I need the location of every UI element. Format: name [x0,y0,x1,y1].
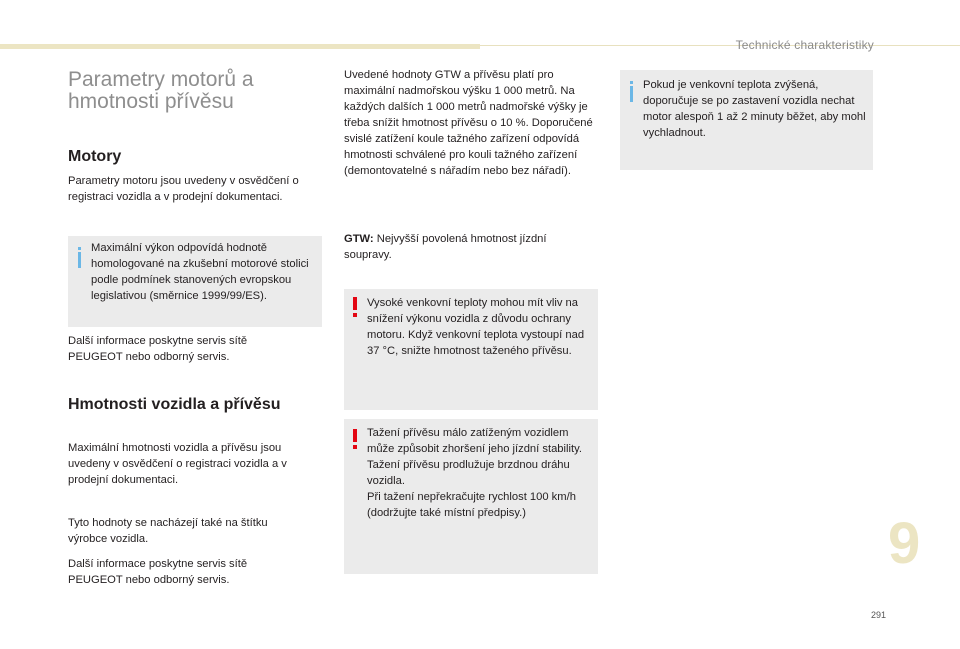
info-icon [78,252,81,268]
header-rule [480,45,960,46]
info-box-max-power [68,236,322,327]
gtw-definition-text: Nejvyšší povolená hmotnost jízdní soupravy. [344,233,547,261]
warning-box-temperature [344,289,598,410]
running-title: Technické charakteristiky [735,38,874,52]
servis-text-1: Další informace poskytne servis sítě PEUGEOT nebo odborný servis. [68,335,248,363]
warning-box-2-line1: Tažení přívěsu málo zatíženým vozidlem může způsobit zhoršení jeho jízdní stability. [367,427,582,455]
warning-box-1-text: Vysoké venkovní teploty mohou mít vliv na snížení výkonu vozidla z důvodu ochrany motoru. Když venkovní teplota vystoupí nad 37 °C, snižte hmotnost taženého přívěsu. [367,297,585,357]
page-number: 291 [870,610,886,620]
info-box-right-text: Pokud je venkovní teplota zvýšená, doporučuje se po zastavení vozidla nechat motor alespoň 1 až 2 minuty běžet, aby mohl vychladnout. [643,79,866,139]
motory-text: Parametry motoru jsou uvedeny v osvědčení o registraci vozidla a v prodejní dokumentaci. [68,175,299,203]
heading-motory: Motory [68,148,122,165]
warning-icon [353,297,357,310]
gtw-definition [344,231,584,263]
info-box-cooling [620,70,873,170]
section-title: Parametry motorů a hmotnosti přívěsu [68,68,254,113]
header-accent-bar [0,44,480,49]
heading-hmotnosti: Hmotnosti vozidla a přívěsu [68,396,281,413]
info-box-text: Maximální výkon odpovídá hodnotě homologované na zkušební motorové stolici podle podmínek stanovených evropskou legislativou (směrnice 1999/99/ES). [91,242,309,302]
warning-box-towing [344,419,598,574]
gtw-label: GTW: [344,233,374,245]
hmotnosti-text-2: Tyto hodnoty se nacházejí také na štítku výrobce vozidla. [68,517,268,545]
hmotnosti-text-1: Maximální hmotnosti vozidla a přívěsu jsou uvedeny v osvědčení o registraci vozidla a v prodejní dokumentaci. [68,442,287,486]
hmotnosti-text-3: Další informace poskytne servis sítě PEUGEOT nebo odborný servis. [68,558,248,586]
warning-icon [353,429,357,442]
info-icon [630,86,633,102]
warning-box-2-line3: Při tažení nepřekračujte rychlost 100 km/h (dodržujte také místní předpisy.) [367,491,576,519]
gtw-note: Uvedené hodnoty GTW a přívěsu platí pro maximální nadmořskou výšku 1 000 metrů. Na každých dalších 1 000 metrů nadmořské výšky je třeba snížit hmotnost přívěsu o 10 %. Doporučené svislé zatížení koule tažného zařízení odpovídá hmotnosti schválené pro kouli tažného zařízení (demontovatelné s nářadím nebo bez nářadí). [344,69,593,177]
chapter-number: 9 [888,511,921,576]
warning-box-2-line2: Tažení přívěsu prodlužuje brzdnou dráhu vozidla. [367,459,570,487]
